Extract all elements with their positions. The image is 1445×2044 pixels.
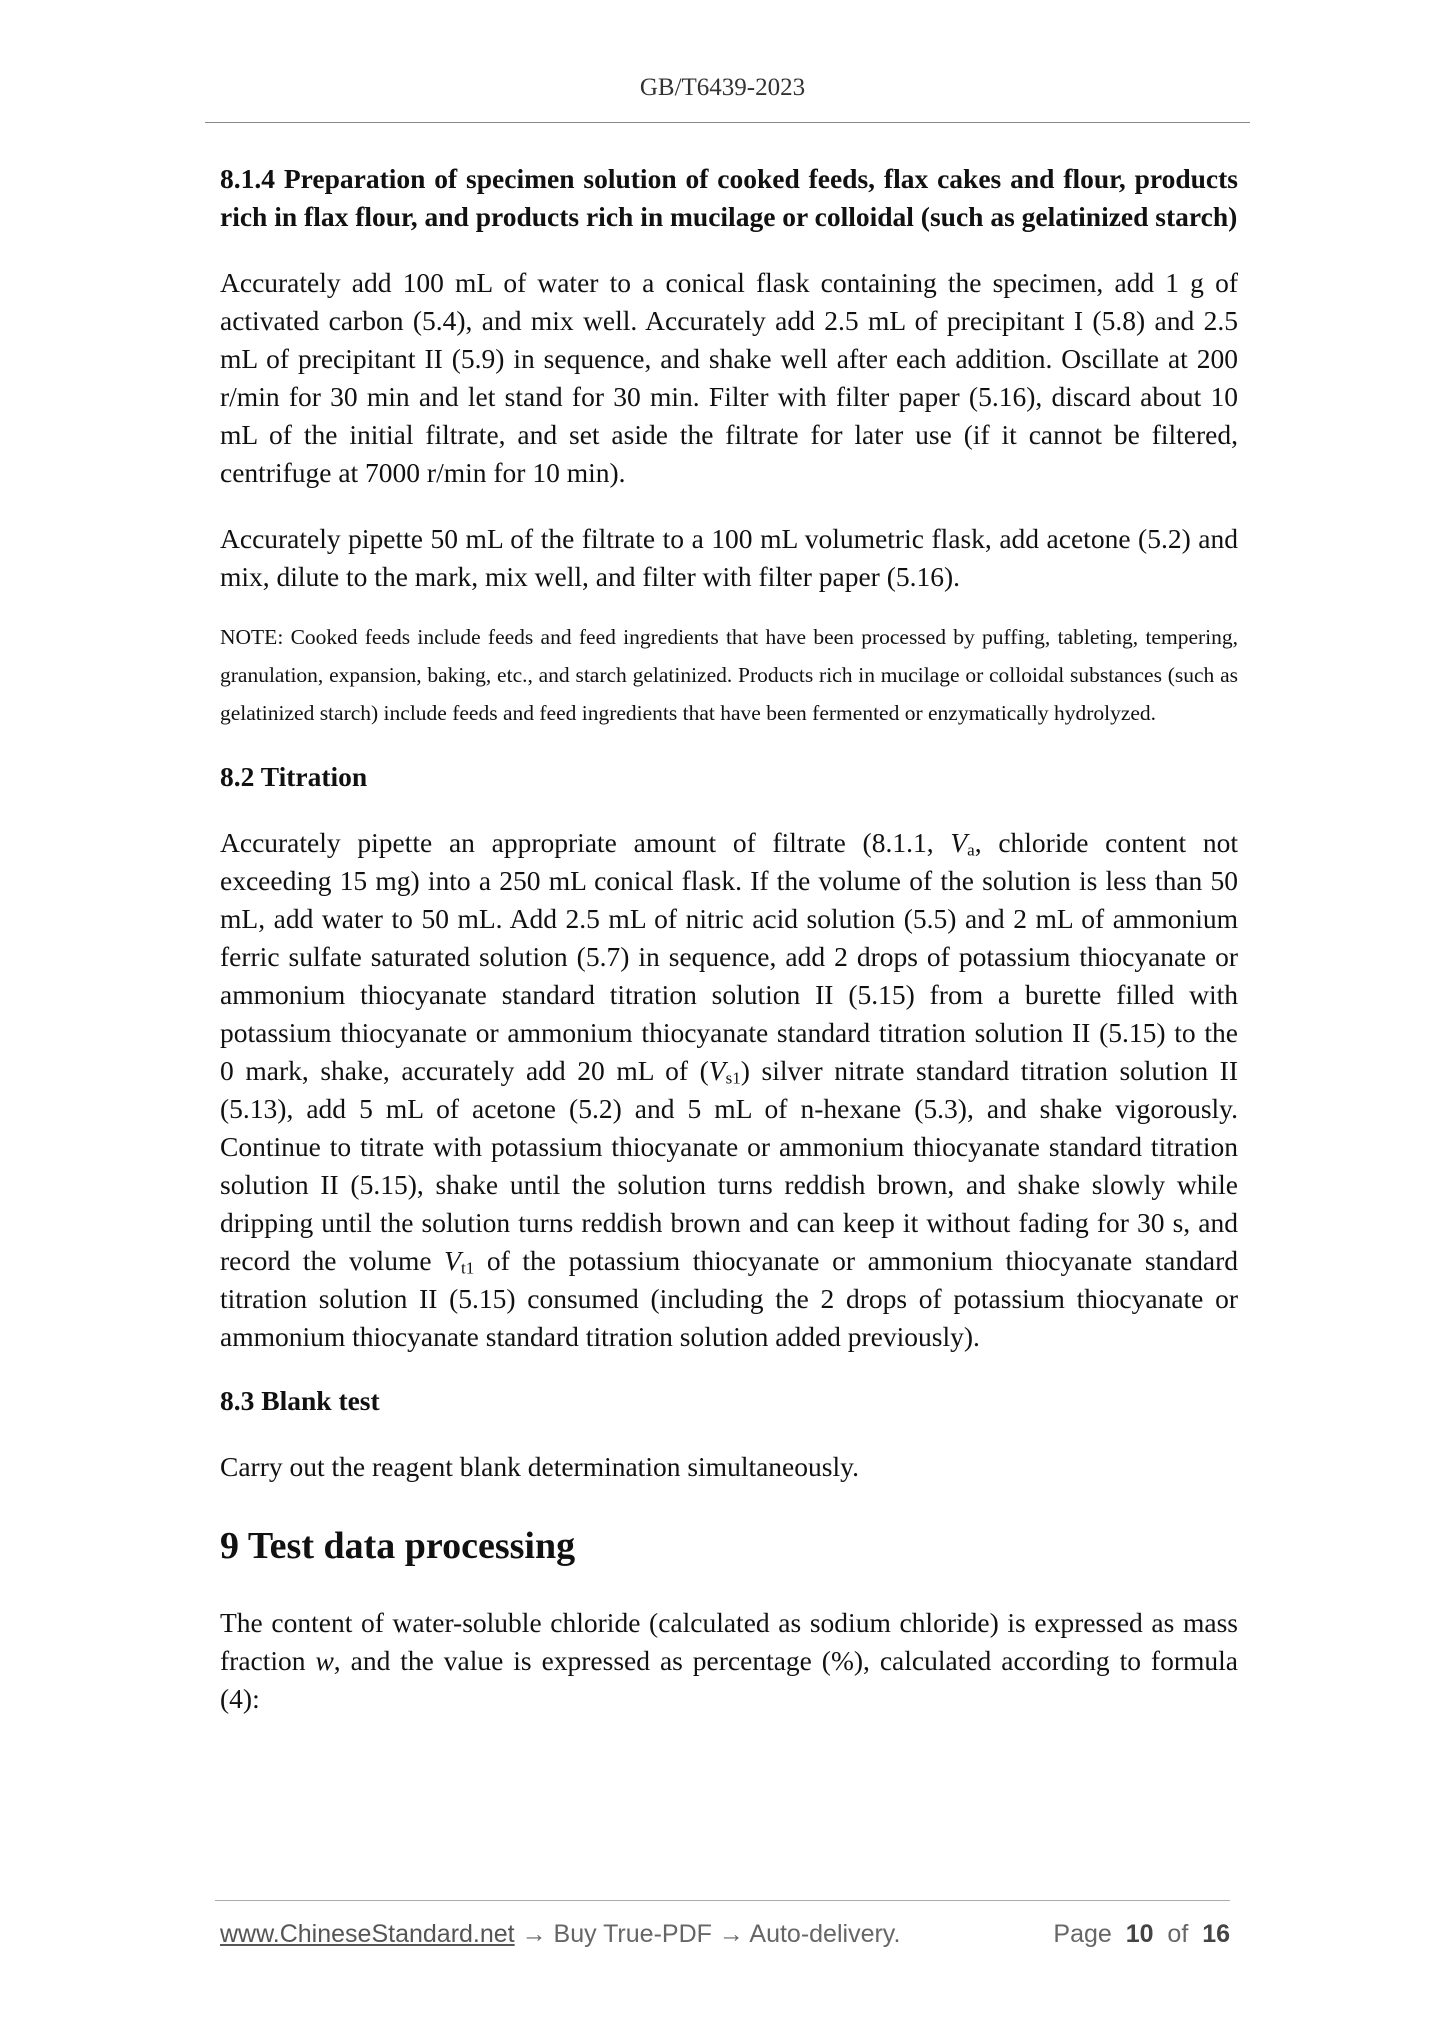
titration-text-2: , chloride content not exceeding 15 mg) into a 250 mL conical flask. If the volume of the solution is less than 50 mL, add water to 50 mL. Add 2.5 mL of nitric acid solution (5.5) and 2 mL of ammonium ferric sulfate saturated solution (5.7) in sequence, add 2 drops of potassium thiocyanate or ammonium thiocyanate standard titration solution II (5.15) from a burette filled with potassium thiocyanate or ammonium thiocyanate standard titration solution II (5.15) to the 0 mark, shake, accurately add 20 mL of (	[220, 827, 1239, 1086]
footer-divider	[215, 1900, 1230, 1901]
sub-t1: t1	[460, 1258, 475, 1278]
page-content	[220, 150, 1238, 1718]
note-cooked-feeds: NOTE: Cooked feeds include feeds and feed ingredients that have been processed by puffing, tableting, tempering, granulation, expansion, baking, etc., and starch gelatinized. Products rich in mucilage or colloidal substances (such as gelatinized starch) include feeds and feed ingredients that have been fermented or enzymatically hydrolyzed.	[220, 625, 1238, 725]
sub-s1: s1	[725, 1068, 741, 1088]
var-v-a: V	[950, 827, 968, 858]
footer-promo	[220, 1920, 900, 1949]
page-indicator	[1053, 1920, 1230, 1949]
sub-a: a	[967, 840, 975, 860]
var-v-s1: V	[708, 1055, 726, 1086]
heading-9: 9 Test data processing	[220, 1525, 576, 1567]
data-text-1: The content of water-soluble chloride (calculated as sodium chloride) is expressed as mass fraction	[220, 1607, 1238, 1676]
var-v-t1: V	[444, 1245, 461, 1276]
footer	[220, 1920, 1230, 1960]
paragraph-8-1-4-1: Accurately add 100 mL of water to a conical flask containing the specimen, add 1 g of activated carbon (5.4), and mix well. Accurately add 2.5 mL of precipitant I (5.8) and 2.5 mL of precipitant II (5.9) in sequence, and shake well after each addition. Oscillate at 200 r/min for 30 min and let stand for 30 min. Filter with filter paper (5.16), discard about 10 mL of the initial filtrate, and set aside the filtrate for later use (if it cannot be filtered, centrifuge at 7000 r/min for 10 min).	[220, 267, 1238, 488]
website-link[interactable]: www.ChineseStandard.net	[220, 1920, 515, 1948]
titration-text-3: ) silver nitrate standard titration solution II (5.13), add 5 mL of acetone (5.2) and 5 mL of n-hexane (5.3), and shake vigorously. Continue to titrate with potassium thiocyanate or ammonium thiocyanate standard titration solution II (5.15), shake until the solution turns reddish brown, and shake slowly while dripping until the solution turns reddish brown and can keep it without fading for 30 s, and record the volume	[220, 1055, 1238, 1276]
paragraph-titration	[220, 824, 1238, 1356]
page-current: 10	[1125, 1920, 1154, 1948]
paragraph-blank-test: Carry out the reagent blank determination simultaneously.	[220, 1451, 859, 1482]
footer-promo-text: → Buy True-PDF → Auto-delivery.	[514, 1920, 901, 1948]
page-of: of	[1167, 1920, 1189, 1948]
page-label: Page	[1053, 1920, 1112, 1948]
titration-text-4: of the potassium thiocyanate or ammonium thiocyanate standard titration solution II (5.15) consumed (including the 2 drops of potassium thiocyanate or ammonium thiocyanate standard titration solution added previously).	[220, 1245, 1238, 1352]
page-total: 16	[1202, 1920, 1230, 1948]
heading-8-1-4: 8.1.4 Preparation of specimen solution of cooked feeds, flax cakes and flour, products rich in flax flour, and products rich in mucilage or colloidal (such as gelatinized starch)	[220, 163, 1238, 232]
heading-8-3: 8.3 Blank test	[220, 1385, 380, 1416]
document-id-header: GB/T6439-2023	[639, 74, 806, 101]
data-text-2: , and the value is expressed as percentage (%), calculated according to formula (4):	[220, 1645, 1238, 1714]
var-w: w	[315, 1645, 334, 1676]
paragraph-8-1-4-2: Accurately pipette 50 mL of the filtrate to a 100 mL volumetric flask, add acetone (5.2) and mix, dilute to the mark, mix well, and filter with filter paper (5.16).	[220, 523, 1238, 592]
paragraph-data-processing	[220, 1604, 1238, 1718]
titration-text-1: Accurately pipette an appropriate amount of filtrate (8.1.1,	[220, 827, 951, 858]
header-divider	[205, 122, 1250, 123]
heading-8-2: 8.2 Titration	[220, 761, 368, 792]
